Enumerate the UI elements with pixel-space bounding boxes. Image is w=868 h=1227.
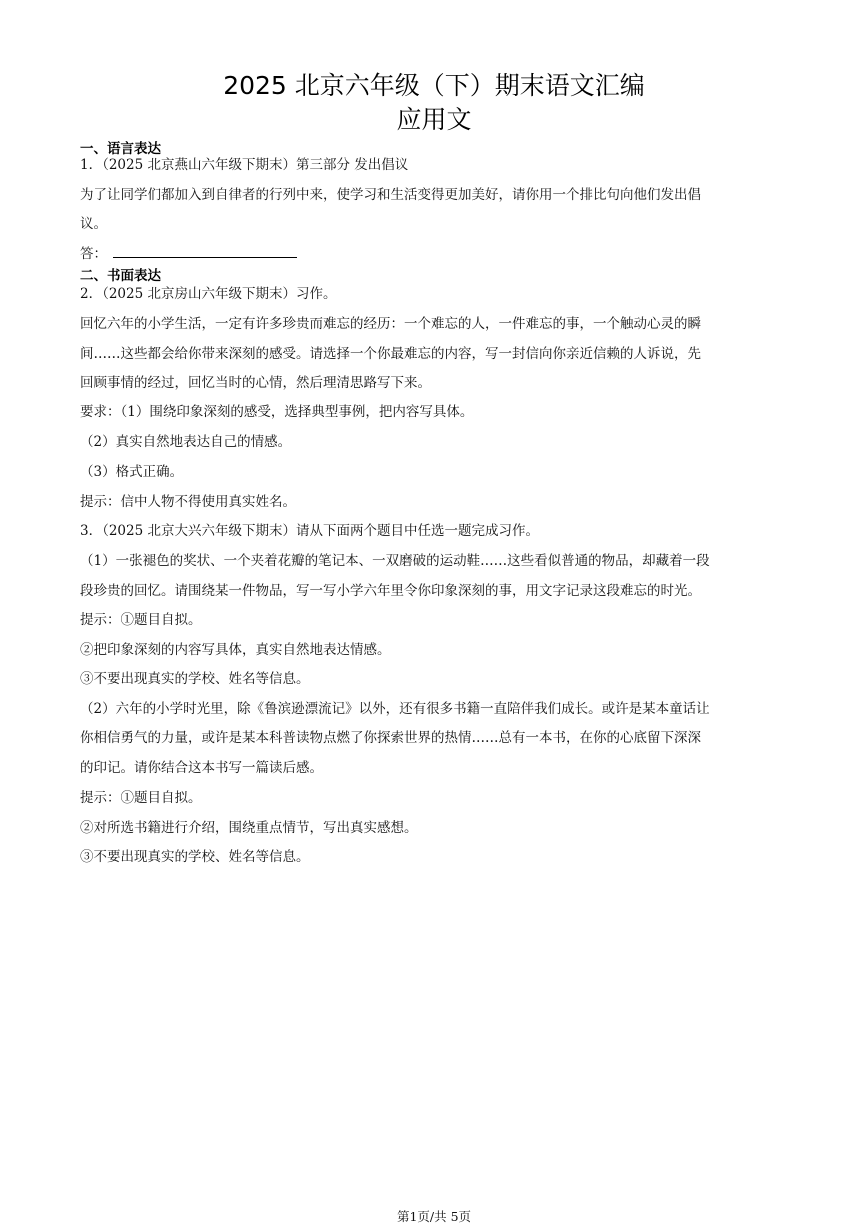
question-2-text-line: 间……这些都会给你带来深刻的感受。请选择一个你最难忘的内容，写一封信向你亲近信赖的人诉说，先 xyxy=(80,346,701,362)
question-3-text-line: （2）六年的小学时光里，除《鲁滨逊漂流记》以外，还有很多书籍一直陪伴我们成长。或许是某本童话让 xyxy=(80,701,710,717)
question-2-requirement: （2）真实自然地表达自己的情感。 xyxy=(80,434,292,450)
question-2-stem: 2．（2025 北京房山六年级下期末）习作。 xyxy=(80,286,337,302)
document-title: 2025 北京六年级（下）期末语文汇编 xyxy=(223,71,645,100)
question-1-answer-row xyxy=(80,244,798,263)
section-heading-language-expression: 一、语言表达 xyxy=(80,141,161,157)
question-3-stem: 3．（2025 北京大兴六年级下期末）请从下面两个题目中任选一题完成习作。 xyxy=(80,523,539,539)
question-2-hint: 提示：信中人物不得使用真实姓名。 xyxy=(80,494,296,510)
question-3-hint: ②对所选书籍进行介绍，围绕重点情节，写出真实感想。 xyxy=(80,820,418,836)
page-indicator: 第1页/共 5页 xyxy=(396,1209,472,1224)
answer-label: 答： xyxy=(80,246,107,262)
question-3-hint: ③不要出现真实的学校、姓名等信息。 xyxy=(80,849,310,865)
question-3-text-line: 你相信勇气的力量，或许是某本科普读物点燃了你探索世界的热情……总有一本书，在你的心底留下深深 xyxy=(80,730,701,746)
section-heading-written-expression: 二、书面表达 xyxy=(80,268,161,284)
question-3-hint: 提示：①题目自拟。 xyxy=(80,790,202,806)
question-3-text-line: 段珍贵的回忆。请围绕某一件物品，写一写小学六年里令你印象深刻的事，用文字记录这段难忘的时光。 xyxy=(80,583,701,599)
question-1-text-line: 为了让同学们都加入到自律者的行列中来，使学习和生活变得更加美好，请你用一个排比句向他们发出倡 xyxy=(80,187,701,203)
question-3-text-line: （1）一张褪色的奖状、一个夹着花瓣的笔记本、一双磨破的运动鞋……这些看似普通的物品，却藏着一段 xyxy=(80,553,710,569)
question-2-requirement: 要求：（1）围绕印象深刻的感受，选择典型事例，把内容写具体。 xyxy=(80,404,474,420)
document-subtitle: 应用文 xyxy=(396,105,472,134)
question-2-requirement: （3）格式正确。 xyxy=(80,464,184,480)
question-1-stem: 1．（2025 北京燕山六年级下期末）第三部分 发出倡议 xyxy=(80,157,409,173)
question-1-text-line: 议。 xyxy=(80,216,107,232)
question-3-hint: ②把印象深刻的内容写具体，真实自然地表达情感。 xyxy=(80,642,391,658)
question-3-hint: 提示：①题目自拟。 xyxy=(80,612,202,628)
question-2-text-line: 回顾事情的经过，回忆当时的心情，然后理清思路写下来。 xyxy=(80,375,431,391)
question-2-text-line: 回忆六年的小学生活，一定有许多珍贵而难忘的经历：一个难忘的人，一件难忘的事，一个触动心灵的瞬 xyxy=(80,316,701,332)
answer-blank xyxy=(113,244,297,258)
question-3-hint: ③不要出现真实的学校、姓名等信息。 xyxy=(80,671,310,687)
question-3-text-line: 的印记。请你结合这本书写一篇读后感。 xyxy=(80,760,323,776)
